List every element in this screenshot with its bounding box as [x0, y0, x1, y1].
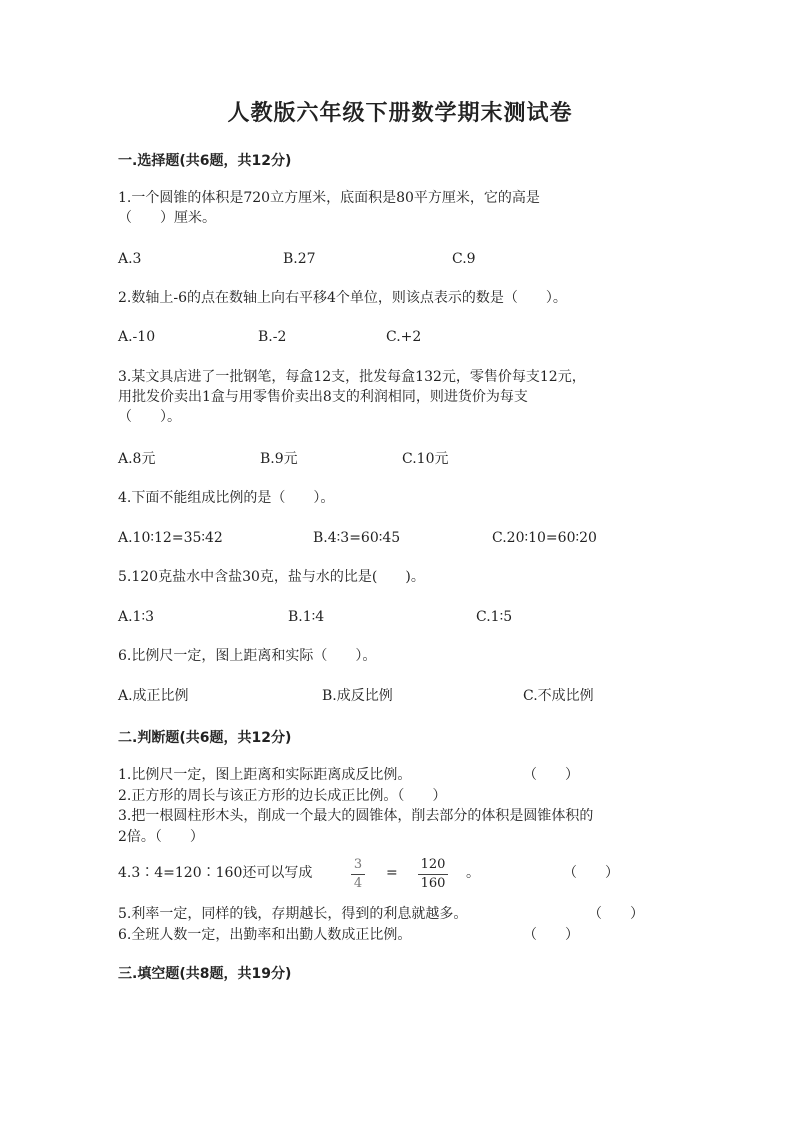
judge-question-3-line-1: 3.把一根圆柱形木头，削成一个最大的圆锥体，削去部分的体积是圆锥体积的: [118, 808, 594, 824]
fraction-denominator: 160: [420, 876, 446, 891]
question-4-option-c: C.20∶10=60∶20: [492, 530, 597, 546]
question-1-line-1: 1.一个圆锥的体积是720立方厘米，底面积是80平方厘米，它的高是: [118, 190, 540, 206]
judge-question-6-answer-paren: （ ）: [523, 927, 579, 943]
judge-question-4-period: 。: [466, 865, 480, 881]
fraction-bar: [351, 874, 365, 875]
judge-question-4-answer-paren: （ ）: [563, 865, 619, 881]
question-4-line-1: 4.下面不能组成比例的是（ ）。: [118, 490, 335, 506]
page-title: 人教版六年级下册数学期末测试卷: [227, 101, 573, 126]
question-5-line-1: 5.120克盐水中含盐30克，盐与水的比是( )。: [118, 569, 425, 585]
judge-question-3-line-2: 2倍。（ ）: [118, 829, 204, 845]
fraction-three-quarters: [351, 857, 365, 892]
equals-sign: =: [386, 865, 398, 881]
question-5-option-b: B.1∶4: [288, 609, 325, 625]
judge-question-1: 1.比例尺一定，图上距离和实际距离成反比例。: [118, 767, 412, 783]
judge-question-5: 5.利率一定，同样的钱，存期越长，得到的利息就越多。: [118, 906, 468, 922]
fraction-numerator: 120: [420, 857, 446, 872]
question-3-line-1: 3.某文具店进了一批钢笔，每盒12支，批发每盒132元，零售价每支12元，: [118, 369, 586, 385]
judge-question-4: 4.3∶4=120∶160还可以写成: [118, 865, 313, 881]
fraction-denominator: 4: [353, 876, 363, 891]
question-5-option-c: C.1∶5: [476, 609, 513, 625]
fraction-120-over-160: [418, 857, 448, 892]
question-2-option-a: A.-10: [118, 329, 156, 345]
question-1-option-a: A.3: [118, 251, 142, 267]
section-heading-judge: 二.判断题(共6题，共12分): [118, 730, 292, 746]
question-1-option-c: C.9: [452, 251, 476, 267]
question-6-option-c: C.不成比例: [523, 688, 594, 704]
question-3-line-3: （ ）。: [118, 409, 181, 425]
judge-question-6: 6.全班人数一定，出勤率和出勤人数成正比例。: [118, 927, 412, 943]
question-4-option-a: A.10∶12=35∶42: [118, 530, 223, 546]
question-5-option-a: A.1∶3: [118, 609, 155, 625]
question-3-line-2: 用批发价卖出1盒与用零售价卖出8支的利润相同，则进货价为每支: [118, 389, 528, 405]
question-3-option-a: A.8元: [118, 451, 156, 467]
fraction-numerator: 3: [353, 857, 363, 872]
fraction-bar: [418, 874, 448, 875]
judge-question-1-answer-paren: （ ）: [523, 767, 579, 783]
question-2-option-b: B.-2: [258, 329, 287, 345]
question-6-option-a: A.成正比例: [118, 688, 189, 704]
question-3-option-b: B.9元: [260, 451, 298, 467]
question-4-option-b: B.4∶3=60∶45: [313, 530, 401, 546]
section-heading-fill: 三.填空题(共8题，共19分): [118, 966, 292, 982]
section-heading-choice: 一.选择题(共6题，共12分): [118, 153, 292, 169]
question-1-option-b: B.27: [283, 251, 316, 267]
judge-question-5-answer-paren: （ ）: [588, 906, 644, 922]
question-1-line-2: （ ）厘米。: [118, 210, 216, 226]
question-2-line-1: 2.数轴上-6的点在数轴上向右平移4个单位，则该点表示的数是（ ）。: [118, 290, 567, 306]
question-6-option-b: B.成反比例: [322, 688, 393, 704]
question-3-option-c: C.10元: [402, 451, 449, 467]
question-6-line-1: 6.比例尺一定，图上距离和实际（ ）。: [118, 648, 377, 664]
question-2-option-c: C.+2: [386, 329, 422, 345]
judge-question-2: 2.正方形的周长与该正方形的边长成正比例。（ ）: [118, 788, 447, 804]
